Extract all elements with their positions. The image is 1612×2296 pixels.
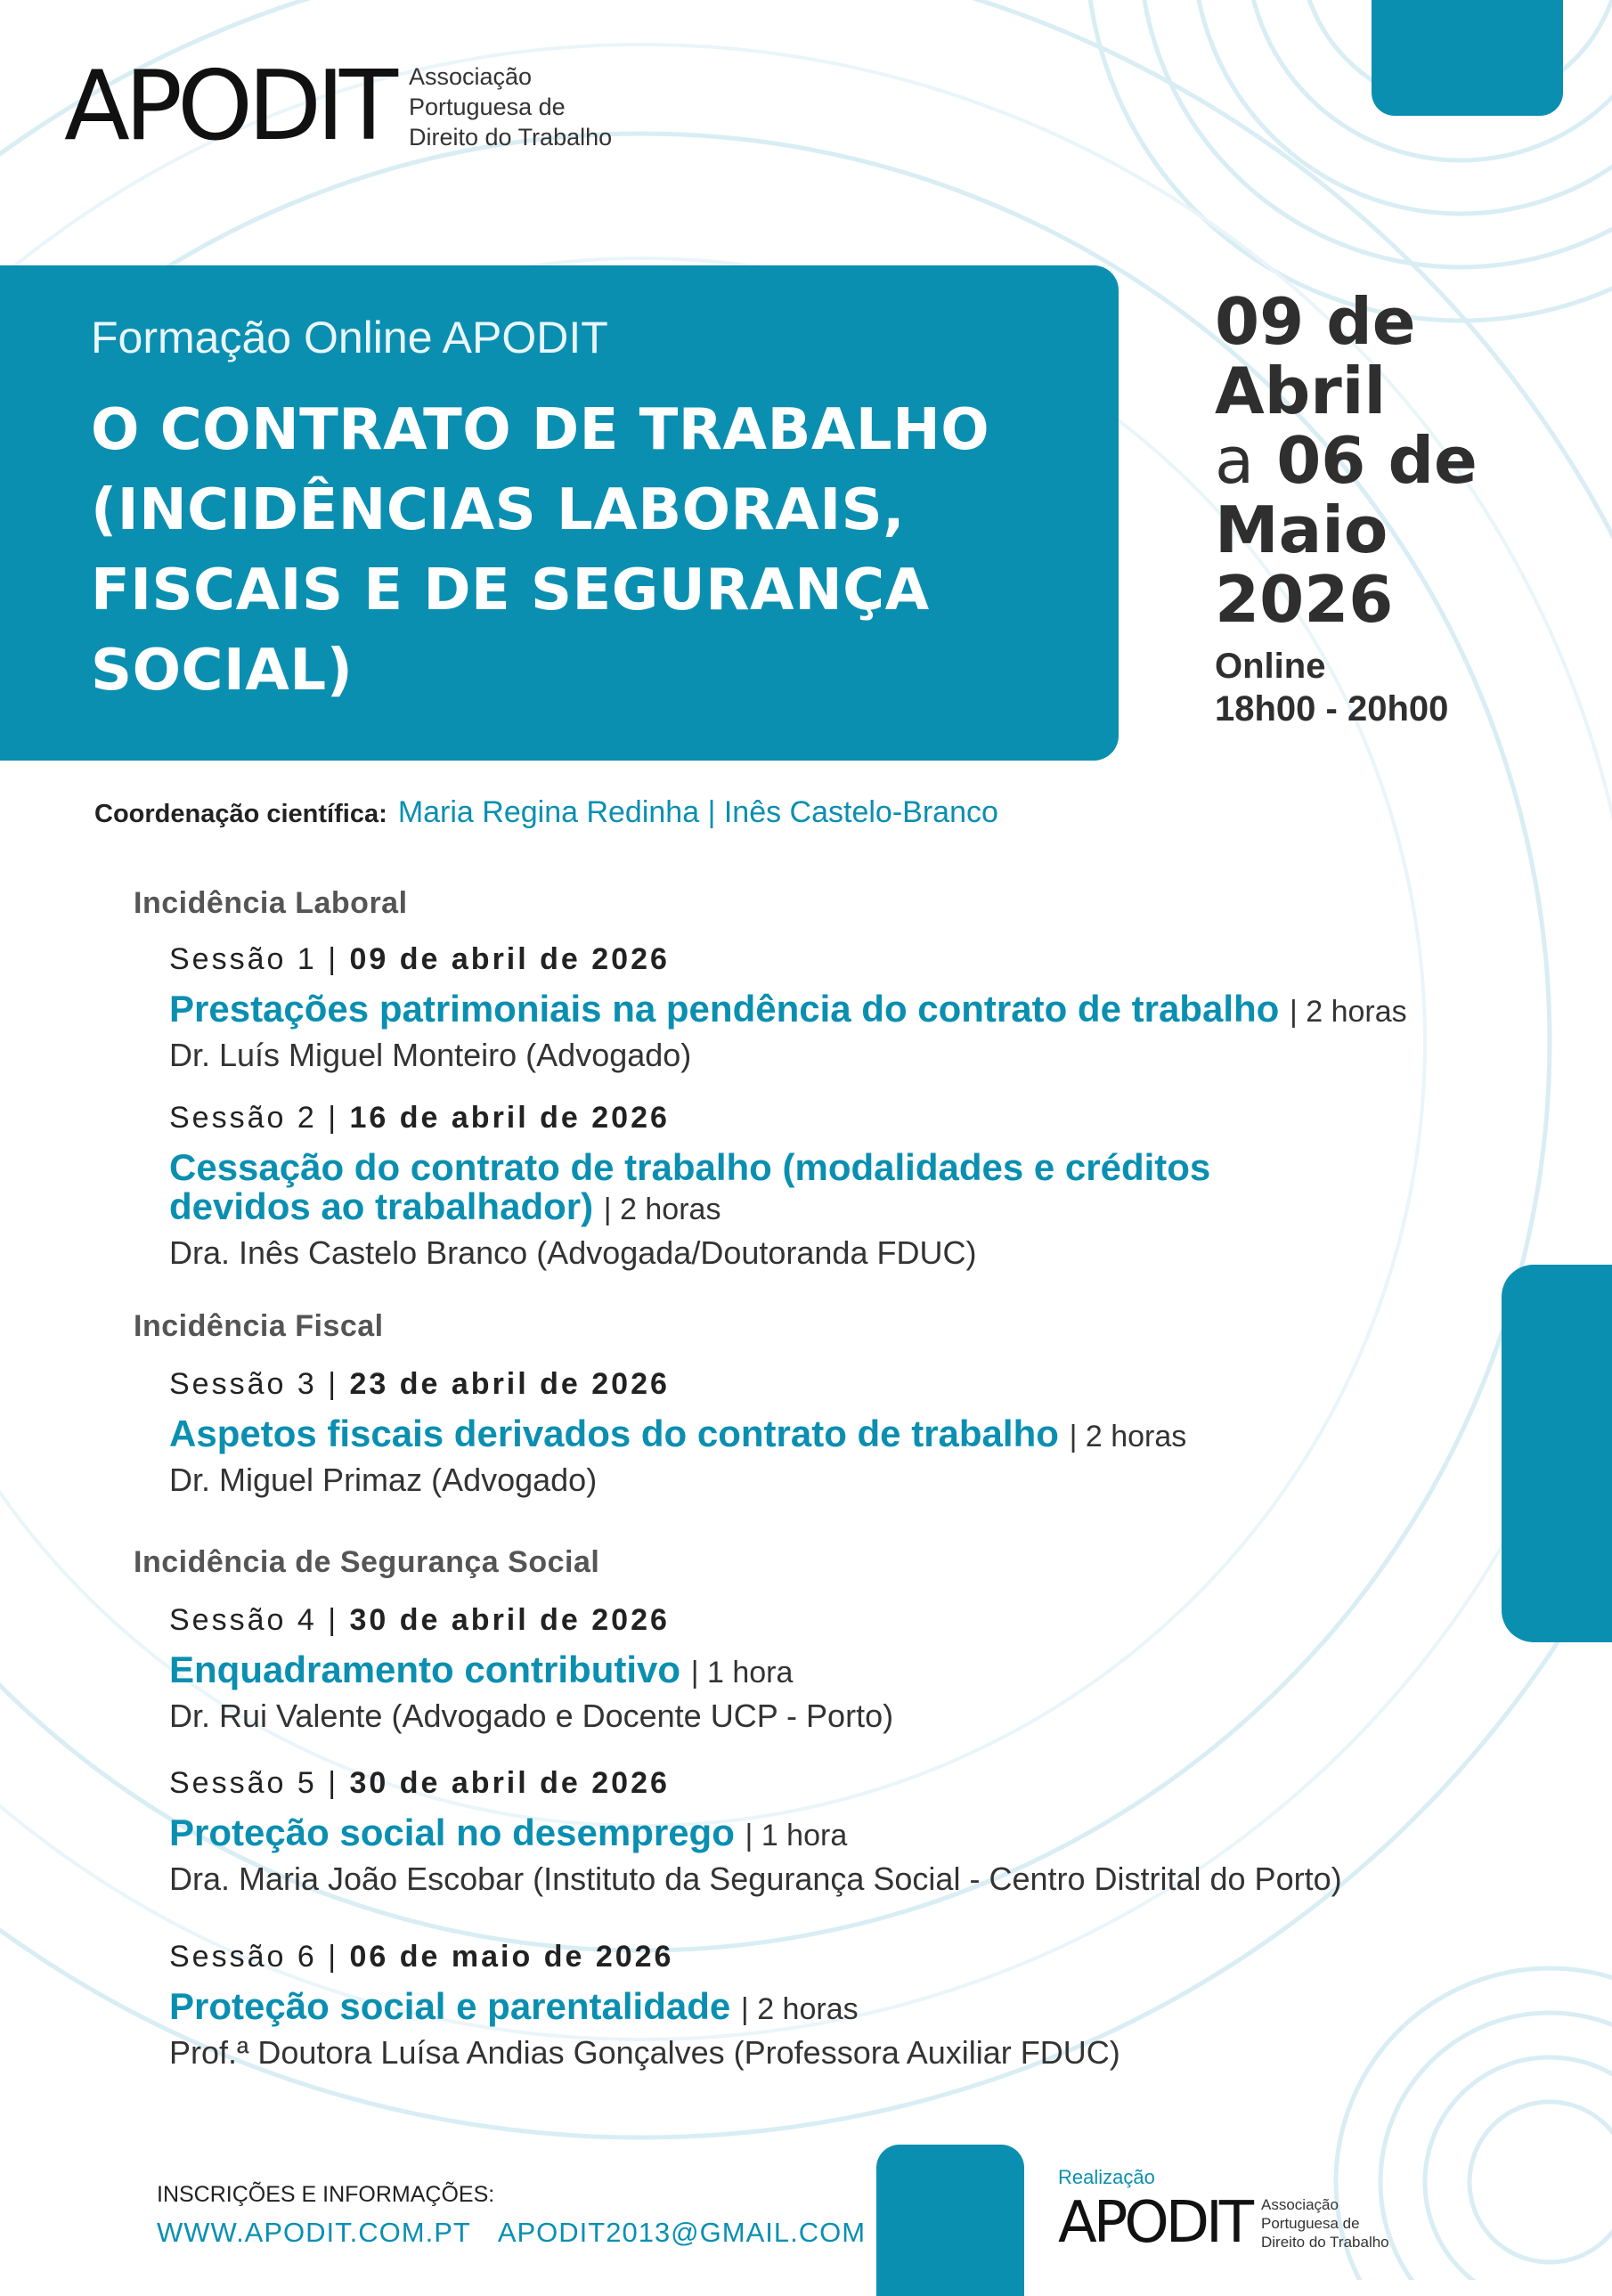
session-date: 23 de abril de 2026 <box>349 1367 670 1401</box>
decorative-block-right <box>1502 1265 1612 1642</box>
section-title-fiscal: Incidência Fiscal <box>134 1309 384 1343</box>
decorative-block-top <box>1372 0 1563 116</box>
date-end-day: 06 de <box>1276 423 1478 498</box>
session-date: 30 de abril de 2026 <box>349 1603 670 1637</box>
apodit-logo-footer <box>1058 2190 1389 2256</box>
session-label: Sessão 6 | <box>169 1940 339 1974</box>
session-speaker: Dra. Inês Castelo Branco (Advogada/Doutoranda FDUC) <box>169 1234 977 1271</box>
apodit-logo-header <box>64 51 613 162</box>
session-header <box>169 1603 893 1638</box>
date-line-4: Maio <box>1215 493 1388 567</box>
session-speaker: Dr. Miguel Primaz (Advogado) <box>169 1461 598 1498</box>
email-link[interactable]: APODIT2013@GMAIL.COM <box>497 2217 867 2248</box>
date-prefix: a <box>1215 423 1255 498</box>
session-duration: | 2 horas <box>740 1992 859 2026</box>
organization-name <box>409 61 612 152</box>
org-line-2: Portuguesa de <box>409 94 566 120</box>
session-duration: | 2 horas <box>1289 995 1407 1029</box>
session-label: Sessão 2 | <box>169 1101 339 1135</box>
org-line-3: Direito do Trabalho <box>1261 2233 1389 2251</box>
session-date: 09 de abril de 2026 <box>349 942 670 976</box>
session-header <box>169 1367 1186 1402</box>
event-time: 18h00 - 20h00 <box>1215 689 1449 729</box>
session-duration: | 2 horas <box>1069 1420 1187 1453</box>
session-5 <box>169 1766 1342 1898</box>
session-header <box>169 1940 1120 1974</box>
org-line-1: Associação <box>409 63 533 90</box>
session-topic-line-1: Cessação do contrato de trabalho (modalidades e créditos <box>169 1146 1211 1188</box>
section-title-seguranca-social: Incidência de Segurança Social <box>134 1545 600 1579</box>
session-label: Sessão 5 | <box>169 1766 339 1800</box>
session-duration: | 1 hora <box>690 1656 794 1689</box>
session-duration: | 1 hora <box>745 1819 848 1852</box>
session-header <box>169 1766 1342 1801</box>
session-header <box>169 1101 1210 1136</box>
session-3 <box>169 1367 1186 1499</box>
session-topic-text: Proteção social no desemprego <box>169 1812 735 1853</box>
session-topic <box>169 1414 1186 1456</box>
event-mode: Online <box>1215 647 1326 686</box>
event-meta <box>1215 645 1478 730</box>
event-title <box>91 390 1079 711</box>
org-line-2: Portuguesa de <box>1261 2214 1360 2232</box>
session-topic-text: Aspetos fiscais derivados do contrato de trabalho <box>169 1413 1059 1454</box>
org-line-3: Direito do Trabalho <box>409 124 613 151</box>
session-label: Sessão 3 | <box>169 1367 339 1401</box>
date-line-3 <box>1215 423 1478 498</box>
session-date: 06 de maio de 2026 <box>349 1940 674 1974</box>
title-line-4: SOCIAL) <box>91 638 354 704</box>
session-4 <box>169 1603 893 1735</box>
session-label: Sessão 4 | <box>169 1603 339 1637</box>
scientific-coordination <box>94 795 998 830</box>
event-dates <box>1215 284 1478 730</box>
session-topic-text: Prestações patrimoniais na pendência do contrato de trabalho <box>169 988 1280 1030</box>
section-title-laboral: Incidência Laboral <box>134 886 408 920</box>
contact-links <box>157 2217 866 2249</box>
session-label: Sessão 1 | <box>169 942 339 976</box>
session-topic <box>169 1650 893 1692</box>
title-line-3: FISCAIS E DE SEGURANÇA <box>91 558 930 623</box>
date-line-5: 2026 <box>1215 562 1394 637</box>
org-line-1: Associação <box>1261 2195 1339 2213</box>
registration-label: INSCRIÇÕES E INFORMAÇÕES: <box>157 2182 495 2207</box>
decorative-block-bottom <box>876 2145 1024 2296</box>
realizacao-label: Realização <box>1058 2166 1155 2188</box>
logo-wordmark: APODIT <box>64 51 393 162</box>
session-speaker: Dr. Luís Miguel Monteiro (Advogado) <box>169 1037 692 1073</box>
session-topic <box>169 989 1407 1031</box>
logo-wordmark: APODIT <box>1058 2190 1250 2256</box>
session-topic-text: Enquadramento contributivo <box>169 1649 681 1690</box>
session-6 <box>169 1940 1120 2072</box>
session-1 <box>169 942 1407 1074</box>
date-range <box>1215 284 1478 637</box>
title-banner <box>0 265 1119 761</box>
coordination-names: Maria Regina Redinha | Inês Castelo-Branco <box>397 795 998 829</box>
date-line-1: 09 de <box>1215 284 1416 359</box>
session-topic-line-2: devidos ao trabalhador) <box>169 1185 594 1227</box>
apodit-logo-mark <box>1058 2190 1250 2256</box>
session-date: 16 de abril de 2026 <box>349 1101 670 1135</box>
session-2 <box>169 1101 1210 1272</box>
footer-contacts <box>157 2182 866 2249</box>
title-line-1: O CONTRATO DE TRABALHO <box>91 397 990 463</box>
title-line-2: (INCIDÊNCIAS LABORAIS, <box>91 477 906 543</box>
date-line-2: Abril <box>1215 354 1387 428</box>
session-duration: | 2 horas <box>603 1193 721 1226</box>
apodit-logo-mark <box>64 51 393 162</box>
session-header <box>169 942 1407 977</box>
session-speaker: Prof.ª Doutora Luísa Andias Gonçalves (Professora Auxiliar FDUC) <box>169 2034 1120 2071</box>
session-speaker: Dra. Maria João Escobar (Instituto da Segurança Social - Centro Distrital do Porto) <box>169 1860 1342 1897</box>
session-topic <box>169 1813 1342 1855</box>
session-topic-line-2-row <box>169 1187 1210 1229</box>
session-topic <box>169 1148 1210 1229</box>
website-link[interactable]: WWW.APODIT.COM.PT <box>157 2217 471 2248</box>
coordination-label: Coordenação científica: <box>94 800 387 828</box>
session-speaker: Dr. Rui Valente (Advogado e Docente UCP - Porto) <box>169 1698 894 1734</box>
session-topic <box>169 1987 1120 2029</box>
session-topic-text: Proteção social e parentalidade <box>169 1985 731 2027</box>
organization-name <box>1261 2195 1389 2251</box>
session-date: 30 de abril de 2026 <box>349 1766 670 1800</box>
event-subtitle: Formação Online APODIT <box>91 313 608 362</box>
